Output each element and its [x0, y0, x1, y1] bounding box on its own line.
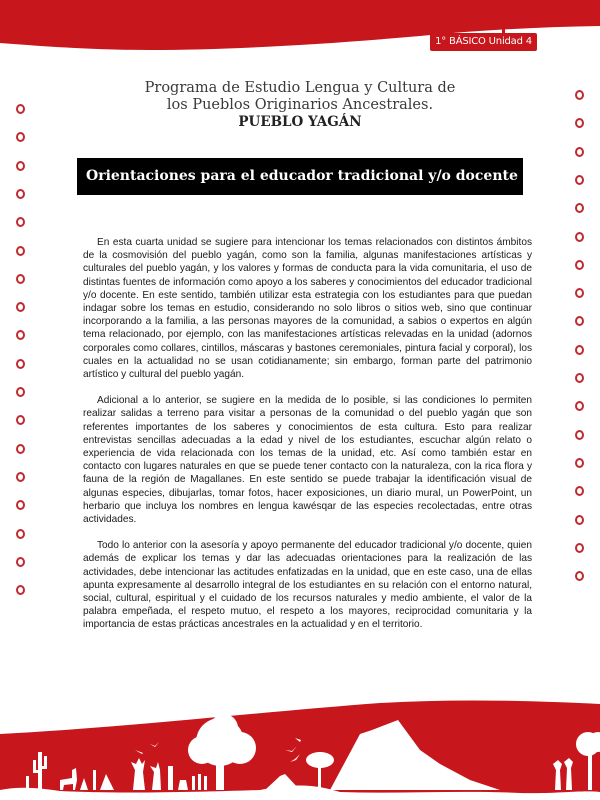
ring-dot-icon	[575, 373, 584, 383]
ring-dot-icon	[16, 444, 25, 454]
section-heading: Orientaciones para el educador tradicional y/o docente	[77, 158, 523, 195]
ring-dot-icon	[16, 585, 25, 595]
ring-dot-icon	[16, 557, 25, 567]
paragraph-1: En esta cuarta unidad se sugiere para intencionar los temas relacionados con distintos ámbitos de la cosmovisión del pueblo yagán, como son la familia, algunas manifestaciones artísticas y culturales del pueblo yagán, y los valores y formas de conducta para la vida comunitaria, el uso de distintas fuentes de información como apoyo a los saberes y conocimientos del educador tradicional y/o docente. En este sentido, también utilizar esta estrategia con los estudiantes para que puedan indagar sobre los temas en estudio, considerando no solo libros o sitios web, sino que continuar incorporando a la familia, a las personas mayores de la comunidad, a sabios o expertos en algún tema relacionado, por ejemplo, con las manifestaciones artísticas relevadas en la unidad (adornos corporales como collares, cintillos, máscaras y bastones ceremoniales, pintura facial y corporal), los cuales en la actualidad no se usan cotidianamente; sin embargo, forman parte del patrimonio artístico y cultural del pueblo yagán.	[83, 237, 532, 381]
paragraph-2: Adicional a lo anterior, se sugiere en la medida de lo posible, si las condiciones lo permiten realizar salidas a terreno para visitar a personas de la comunidad o del pueblo yagán que son referentes importantes de los saberes y conocimientos de esta cultura. Esto para realizar entrevistas sencillas adecuadas a la edad y nivel de los estudiantes, escuchar algún relato o experiencia de vida relacionada con los temas de la unidad, etc. Así como también estar en contacto con lugares naturales en que se puede tener contacto con la naturaleza, con la rica flora y fauna de la región de Magallanes. En este sentido se puede trabajar la identificación visual de algunas especies, dibujarlas, tomar fotos, hacer exposiciones, un diario mural, un PowerPoint, un herbario que incluya los nombres en lengua kawésqar de las especies recolectadas, entre otras actividades.	[83, 395, 532, 526]
ring-dot-icon	[16, 161, 25, 171]
ring-dot-icon	[575, 203, 584, 213]
ring-dot-icon	[575, 147, 584, 157]
ring-dot-icon	[16, 246, 25, 256]
title-line-1: Programa de Estudio Lengua y Cultura de	[144, 80, 456, 96]
title-line-2: los Pueblos Originarios Ancestrales.	[166, 97, 434, 113]
ring-dot-icon	[16, 132, 25, 142]
body-text	[83, 236, 532, 645]
ring-dot-icon	[575, 571, 584, 581]
landscape-silhouette-icon	[0, 690, 600, 800]
ring-dot-icon	[575, 401, 584, 411]
ring-dot-icon	[575, 345, 584, 355]
grade-unit-badge: 1° BÁSICO Unidad 4	[430, 33, 537, 51]
ring-dot-icon	[575, 118, 584, 128]
ring-dot-icon	[575, 543, 584, 553]
ring-dot-icon	[575, 90, 584, 100]
ring-dot-icon	[575, 430, 584, 440]
ring-dot-icon	[16, 217, 25, 227]
ring-dot-icon	[16, 387, 25, 397]
header-wave-banner	[0, 0, 600, 60]
ring-dot-icon	[575, 175, 584, 185]
left-dot-border	[14, 0, 26, 800]
ring-dot-icon	[16, 500, 25, 510]
ring-dot-icon	[575, 232, 584, 242]
ring-dot-icon	[16, 189, 25, 199]
ring-dot-icon	[16, 330, 25, 340]
ring-dot-icon	[575, 316, 584, 326]
ring-dot-icon	[575, 486, 584, 496]
paragraph-3: Todo lo anterior con la asesoría y apoyo permanente del educador tradicional y/o docente, quien además de explicar los temas y dar las adecuadas orientaciones para la realización de las actividades, debe intencionar las actitudes enfatizadas en la unidad, que en este caso, una de ellas apunta expresamente al desarrollo integral de los estudiantes en su relación con el entorno natural, social, cultural, espiritual y el cuidado de los recursos naturales y medio ambiente, el valor de la palabra empeñada, el respeto mutuo, el respeto a los mayores, reciprocidad comunitaria y la importancia de estas prácticas ancestrales en la actualidad y en el territorio.	[83, 540, 532, 631]
ring-dot-icon	[16, 415, 25, 425]
ring-dot-icon	[575, 260, 584, 270]
ring-dot-icon	[16, 472, 25, 482]
document-title	[100, 80, 500, 131]
ring-dot-icon	[16, 274, 25, 284]
ring-dot-icon	[16, 302, 25, 312]
ring-dot-icon	[575, 515, 584, 525]
ring-dot-icon	[16, 359, 25, 369]
title-people-name: PUEBLO YAGÁN	[238, 114, 362, 130]
ring-dot-icon	[16, 529, 25, 539]
ring-dot-icon	[575, 288, 584, 298]
ring-dot-icon	[575, 458, 584, 468]
right-dot-border	[573, 0, 585, 800]
ring-dot-icon	[16, 104, 25, 114]
